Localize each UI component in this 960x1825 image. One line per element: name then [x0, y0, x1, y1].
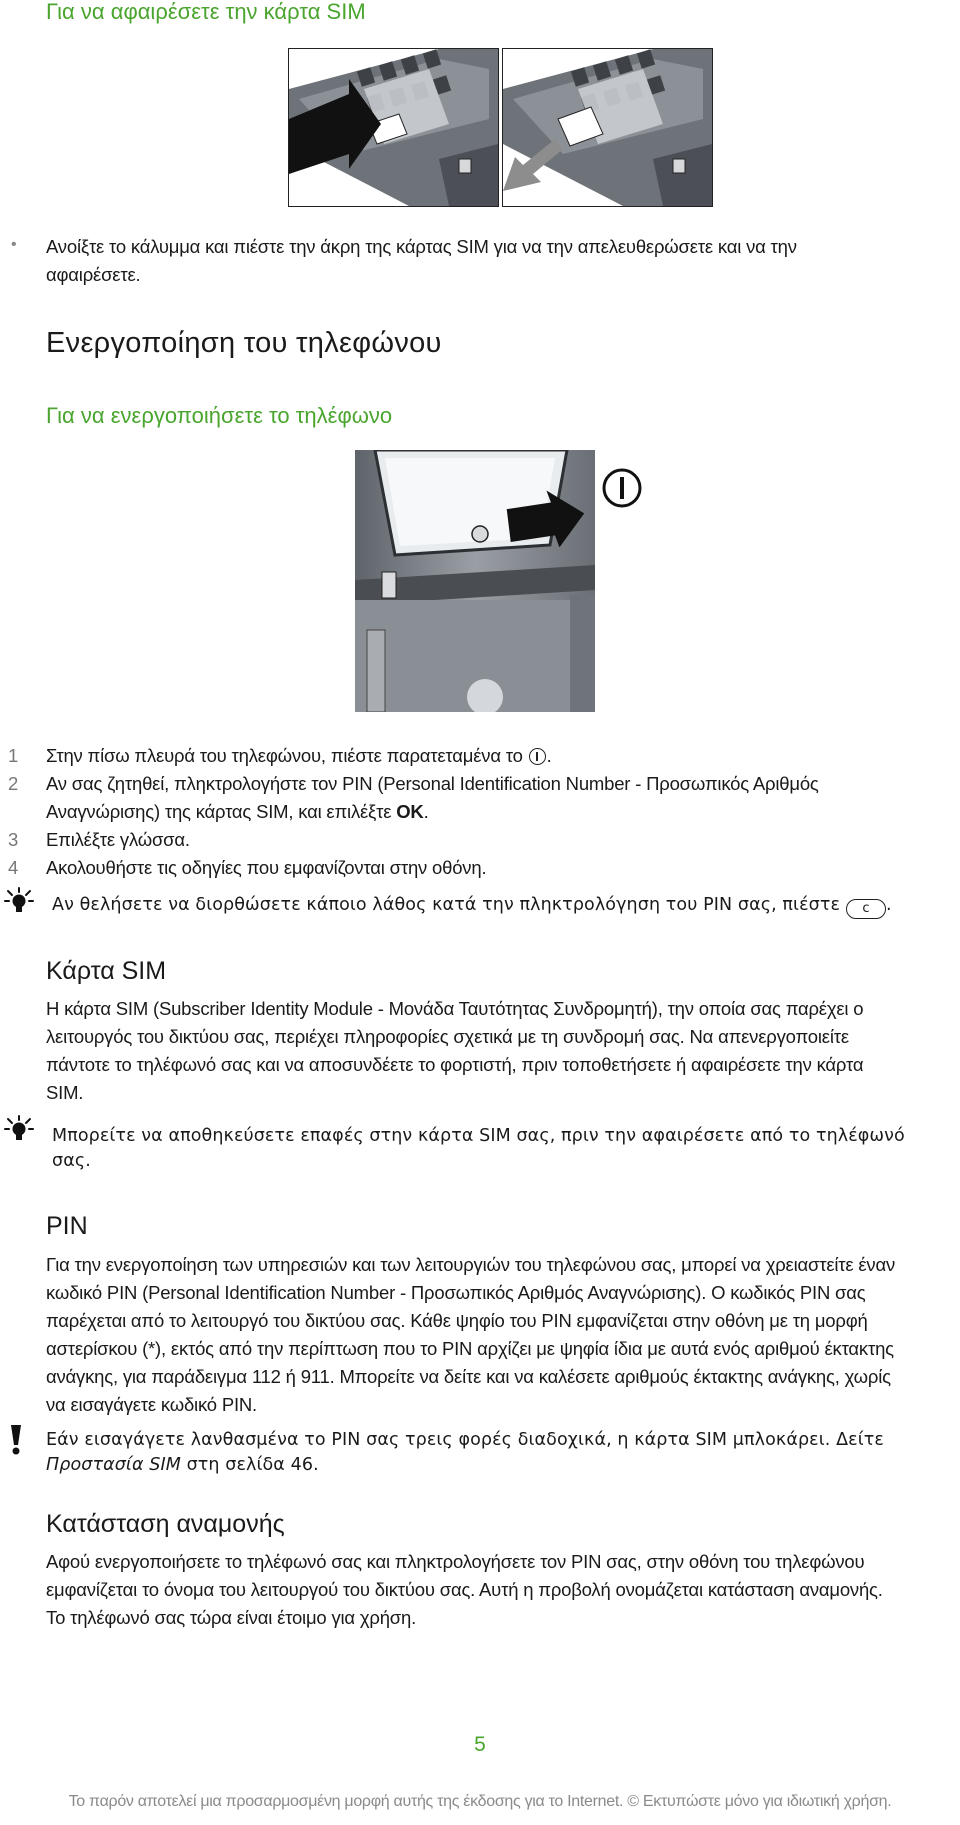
step-number: 2 [8, 773, 19, 794]
phone-sim-press-drawing [289, 49, 498, 206]
step-end: . [423, 801, 429, 822]
pin-paragraph: Για την ενεργοποίηση των υπηρεσιών και των λειτουργιών του τηλεφώνου σας, μπορεί να χρειαστείτε έναν κωδικό PIN (Personal Identification Number - Προσωπικός Αριθμός Αναγνώρισης). Ο κωδικός PIN σας παρέχεται από το λειτουργό του δικτύου σας. Κάθε ψηφίο του PIN εμφανίζεται στην οθόνη με τη μορφή αστερίσκου (*), εκτός από την περίπτωση που το PIN αρχίζει με ψηφία ίδια με αυτά ενός αριθμού έκτακτης ανάγκης, για παράδειγμα 112 ή 911. Μπορείτε να δείτε και να καλέσετε αριθμούς έκτακτης ανάγκης, χωρίς να εισαγάγετε κωδικό PIN. [46, 1254, 896, 1415]
section-title-pin: PIN [46, 1212, 88, 1240]
tip-lightbulb-icon [4, 887, 34, 917]
footer-notice: Το παρόν αποτελεί μια προσαρμοσμένη μορφή αυτής της έκδοσης για το Internet. © Εκτυπώστε μόνο για ιδιωτική χρήση. [68, 1793, 892, 1810]
step-text: Επιλέξτε γλώσσα. [46, 829, 190, 850]
phone-power-drawing [355, 450, 645, 712]
step-4 [8, 854, 908, 882]
warning-wrong-pin: Εάν εισαγάγετε λανθασμένα το PIN σας τρεις φορές διαδοχικά, η κάρτα SIM μπλοκάρει. Δείτε Προστασία SIM στη σελίδα 46. [46, 1430, 884, 1475]
sim-remove-bullet-text: Ανοίξτε το κάλυμμα και πιέστε την άκρη της κάρτας SIM για να την απελευθερώσετε και να την [46, 236, 797, 257]
power-key-icon [529, 748, 546, 765]
bullet-marker: • [11, 236, 17, 253]
ok-softkey-label: OK [396, 801, 424, 822]
step-number: 1 [8, 745, 19, 766]
subheading-power-on: Για να ενεργοποιήσετε το τηλέφωνο [46, 403, 393, 428]
step-end: . [546, 745, 552, 766]
warning-exclamation-icon [9, 1425, 23, 1455]
phone-sim-pull-drawing [503, 49, 712, 206]
phone-power-illustration [355, 450, 645, 712]
tip-lightbulb-icon [4, 1115, 34, 1145]
section-title-power-on: Ενεργοποίηση του τηλεφώνου [46, 327, 442, 359]
step-number: 4 [8, 857, 19, 878]
sim-remove-illustration-press [288, 48, 499, 207]
sim-remove-bullet-text-cont: αφαιρέσετε. [46, 264, 141, 285]
section-title-sim-card: Κάρτα SIM [46, 957, 167, 985]
step-text: Στην πίσω πλευρά του τηλεφώνου, πιέστε παρατεταμένα το [46, 745, 523, 766]
step-number: 3 [8, 829, 19, 850]
link-sim-protection[interactable]: Προστασία SIM [46, 1455, 181, 1475]
standby-paragraph: Αφού ενεργοποιήσετε το τηλέφωνό σας και πληκτρολογήσετε τον PIN σας, στην οθόνη του τηλεφώνου εμφανίζεται το όνομα του λειτουργού του δικτύου σας. Αυτή η προβολή ονομάζεται κατάσταση αναμονής. Το τηλέφωνό σας τώρα είναι έτοιμο για χρήση. [46, 1551, 883, 1628]
tip-correct-pin: Αν θελήσετε να διορθώσετε κάποιο λάθος κατά την πληκτρολόγηση του PIN σας, πιέστε c . [52, 893, 892, 919]
step-text: Ακολουθήστε τις οδηγίες που εμφανίζονται στην οθόνη. [46, 857, 487, 878]
section-title-standby: Κατάσταση αναμονής [46, 1510, 285, 1538]
step-2 [8, 770, 908, 826]
tip-save-contacts: Μπορείτε να αποθηκεύσετε επαφές στην κάρτα SIM σας, πριν την αφαιρέσετε από το τηλέφωνό σας. [52, 1126, 905, 1171]
sim-remove-illustration-pull [502, 48, 713, 207]
c-key-icon: c [846, 899, 886, 919]
step-1 [8, 742, 908, 770]
step-text-cont: Αναγνώρισης) της κάρτας SIM, και επιλέξτε [46, 801, 397, 822]
sim-card-paragraph: Η κάρτα SIM (Subscriber Identity Module - Μονάδα Ταυτότητας Συνδρομητή), την οποία σας παρέχει ο λειτουργός του δικτύου σας, περιέχει πληροφορίες σχετικά με τη συνδρομή σας. Να απενεργοποιείτε πάντοτε το τηλέφωνό σας και να αποσυνδέετε το φορτιστή, πριν τοποθετήσετε ή αφαιρέσετε την κάρτα SIM. [46, 998, 864, 1103]
page-number: 5 [474, 1733, 486, 1756]
step-text: Αν σας ζητηθεί, πληκτρολογήστε τον PIN (Personal Identification Number - Προσωπικός Αριθμός [46, 773, 819, 794]
section-heading-remove-sim: Για να αφαιρέσετε την κάρτα SIM [46, 0, 366, 24]
step-3 [8, 826, 908, 854]
